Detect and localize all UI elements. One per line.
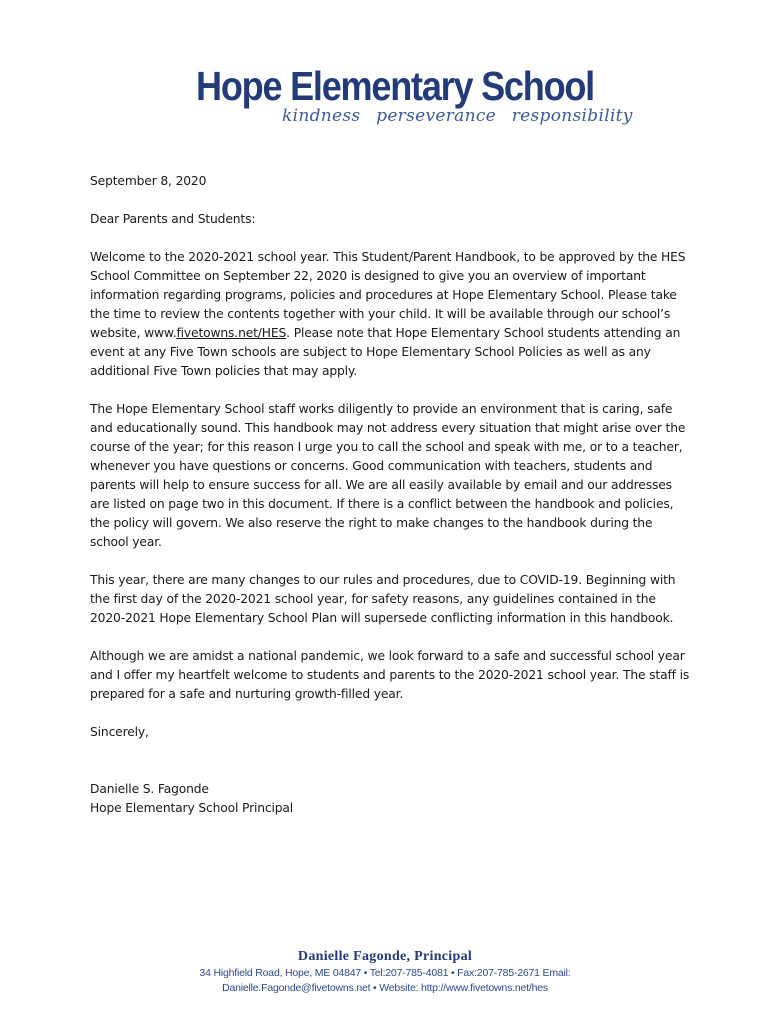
paragraph-staff: The Hope Elementary School staff works diligently to provide an environment that is caring, safe and educationally sound. This handbook may not address every situation that might arise over the course of the year; for this reason I urge you to call the school and speak with me, or to a teacher, whenever you have questions or concerns. Good communication with teachers, students and parents will help to ensure success for all. We are all easily available by email and our addresses are listed on page two in this document. If there is a conflict between the handbook and policies, the policy will govern. We also reserve the right to make changes to the handbook during the school year. [90, 402, 686, 549]
signer-name: Danielle S. Fagonde [90, 782, 209, 796]
paragraph-welcome [90, 248, 690, 381]
letter-closing: Sincerely, [90, 725, 149, 739]
letter-date: September 8, 2020 [90, 174, 207, 188]
school-website-link[interactable]: fivetowns.net/HES [176, 326, 287, 340]
paragraph-covid: This year, there are many changes to our rules and procedures, due to COVID-19. Beginning with the first day of the 2020-2021 school year, for safety reasons, any guidelines contained in the 2020-2021 Hope Elementary School Plan will supersede conflicting information in this handbook. [90, 573, 676, 625]
letter-body [90, 172, 690, 818]
school-motto: kindness perseverance responsibility [282, 106, 633, 126]
letter-salutation: Dear Parents and Students: [90, 212, 256, 226]
footer-principal-name: Danielle Fagonde, Principal [297, 949, 473, 964]
paragraph-welcome-text-start: Welcome to the 2020-2021 school year. This Student/Parent Handbook, to be approved by the HES School Committee on September 22, 2020 is designed to give you an overview of important information regarding programs, policies and procedures at Hope Elementary School. Please take the time to review the contents together with your child. It will be available through our school’s website, www. [90, 250, 686, 340]
letterhead [0, 62, 770, 126]
footer-contact-line-1: 34 Highfield Road, Hope, ME 04847 • Tel:207-785-4081 • Fax:207-785-2671 Email: [199, 967, 571, 979]
footer-contact-line-2: Danielle.Fagonde@fivetowns.net • Website: http://www.fivetowns.net/hes [222, 982, 548, 994]
paragraph-pandemic: Although we are amidst a national pandemic, we look forward to a safe and successful school year and I offer my heartfelt welcome to students and parents to the 2020-2021 school year. The staff is prepared for a safe and nurturing growth-filled year. [90, 649, 690, 701]
paragraph-welcome-text-end: . Please note that Hope Elementary School students attending an event at any Five Town schools are subject to Hope Elementary School Policies as well as any additional Five Town policies that may apply. [90, 326, 681, 378]
school-name-logo: Hope Elementary School [196, 63, 594, 109]
footer [0, 948, 770, 996]
signer-title: Hope Elementary School Principal [90, 801, 294, 815]
